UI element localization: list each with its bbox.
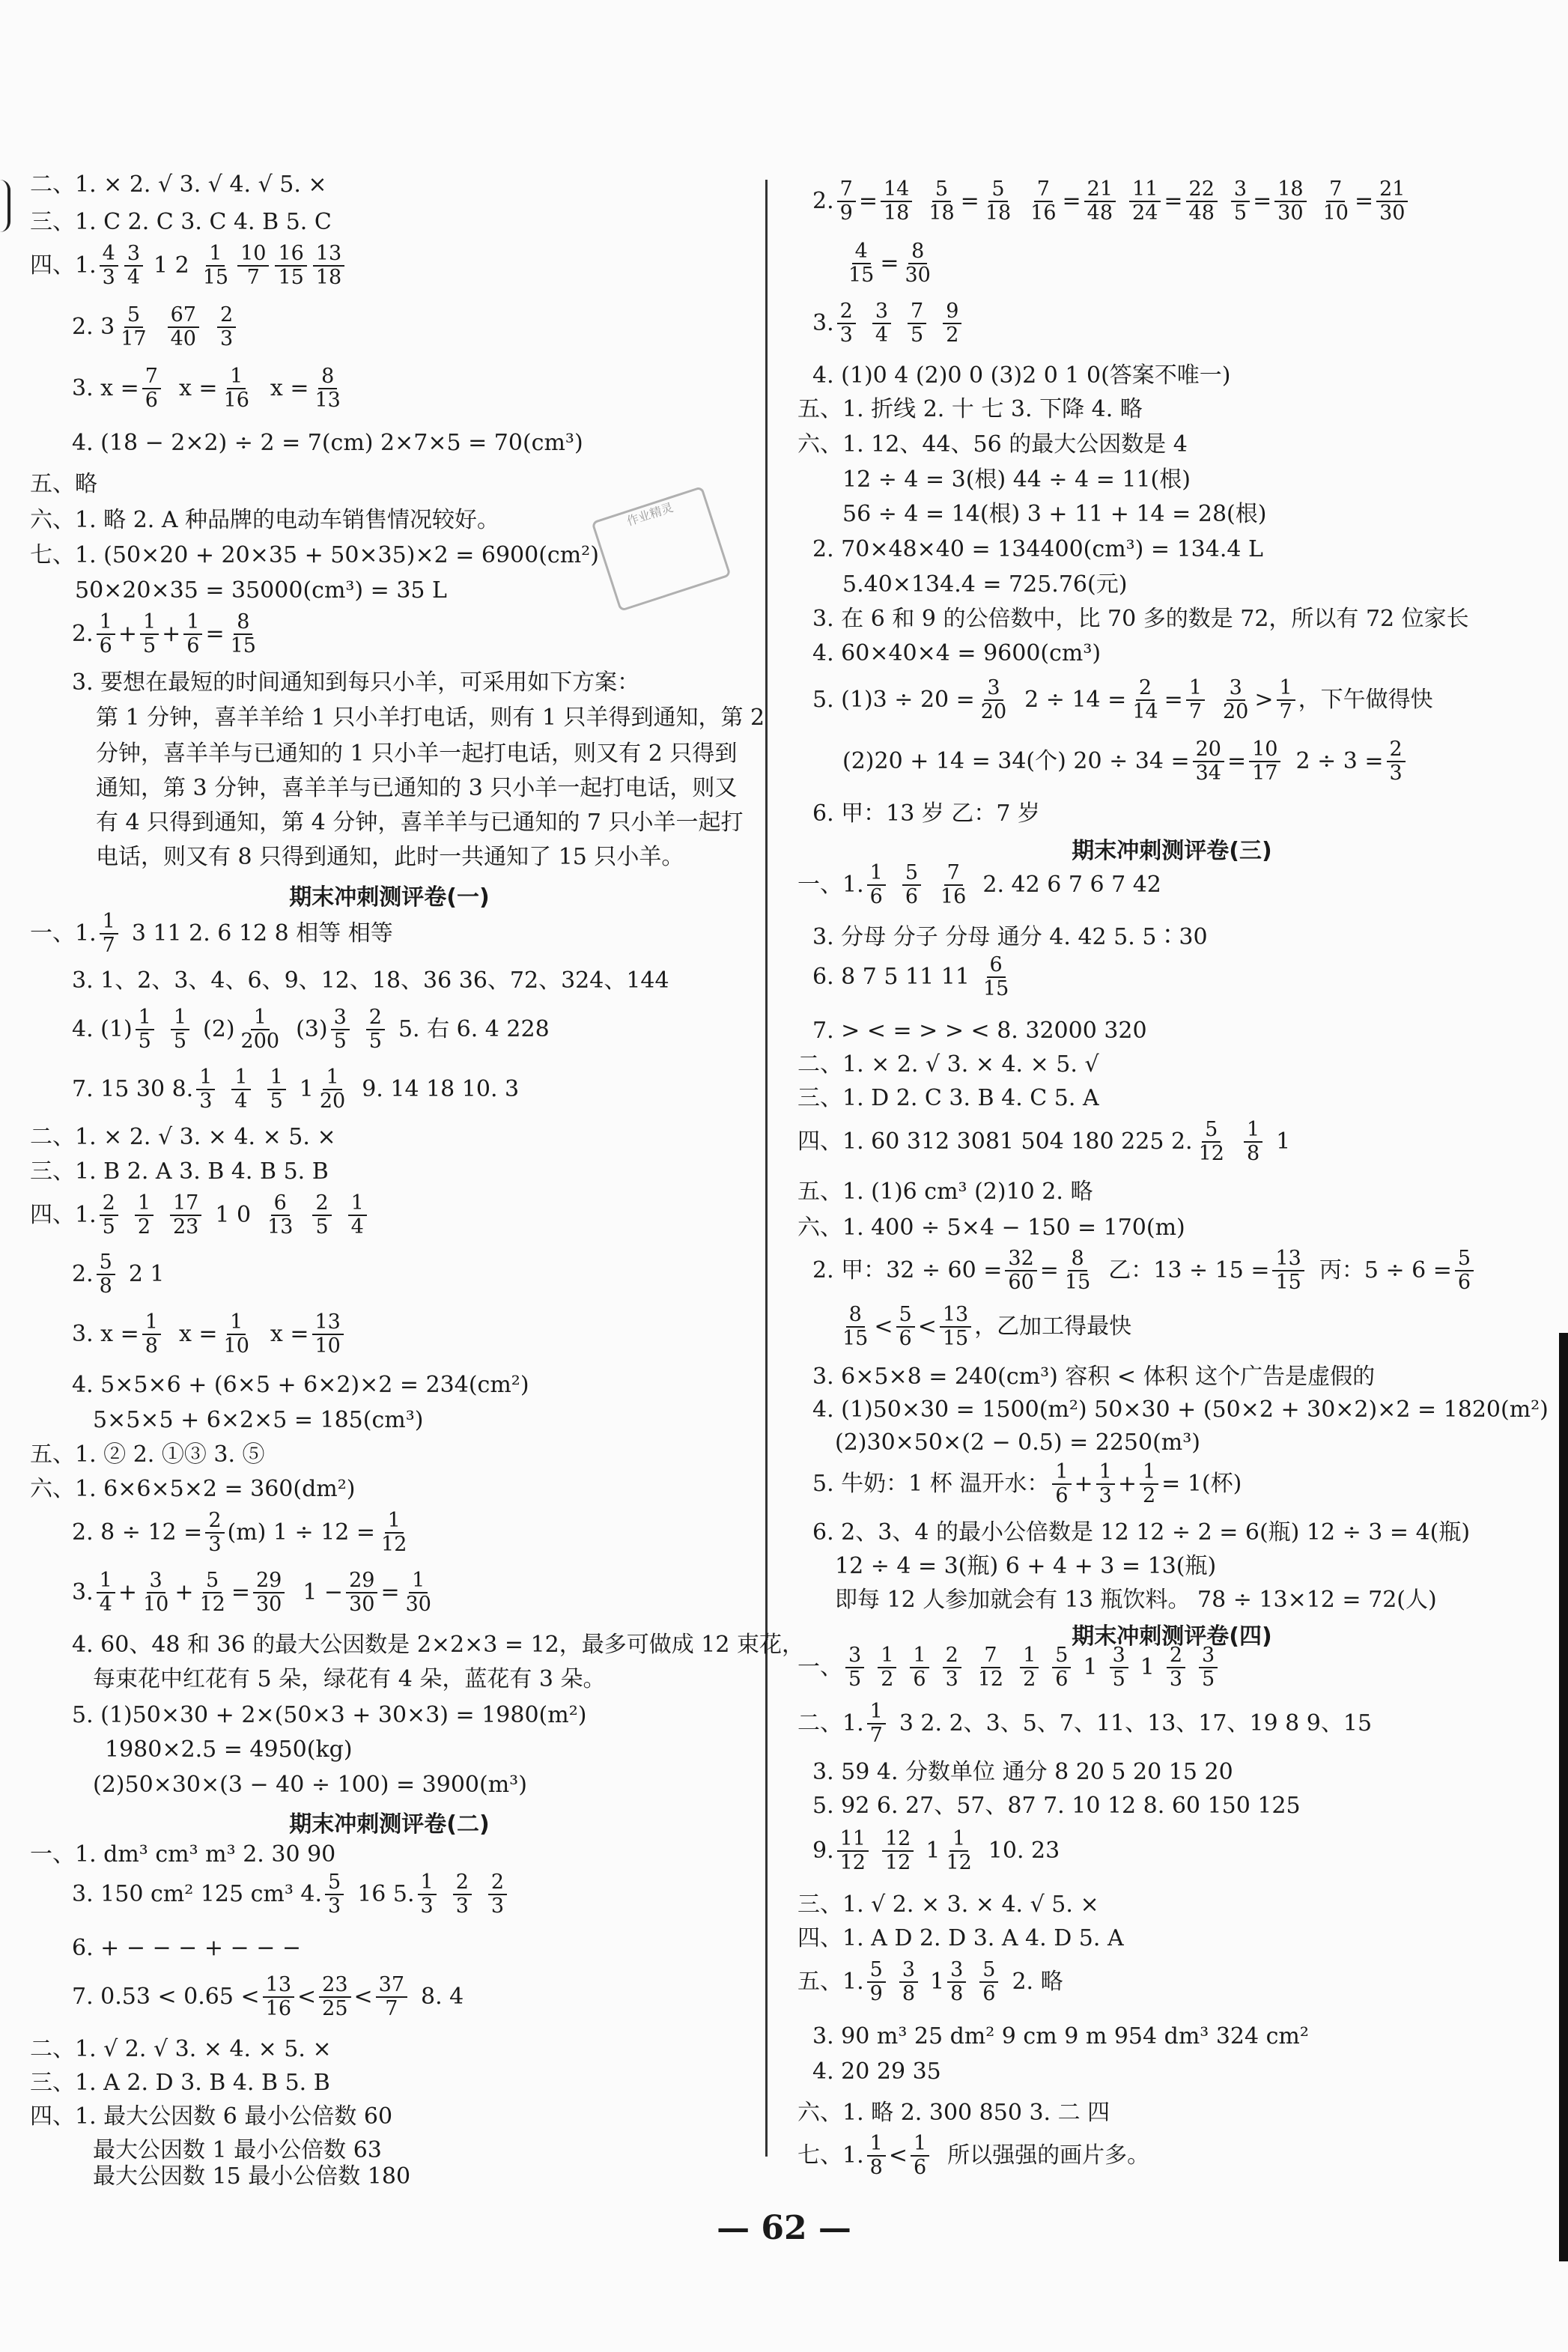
fraction: $\frac{2}{3}$ xyxy=(453,1871,472,1918)
answer-line xyxy=(72,303,239,350)
text: 1 xyxy=(930,1969,945,1995)
column-divider xyxy=(765,180,768,2157)
fraction: $\frac{2}{14}$ xyxy=(1132,676,1158,723)
text: 2. xyxy=(72,1261,94,1287)
section-title: 期末冲刺测评卷(四) xyxy=(1072,1623,1272,1650)
answer-line: 6. 2、3、4 的最小公倍数是 12 12 ÷ 2 = 6(瓶) 12 ÷ 3 = 4(瓶) xyxy=(812,1519,1471,1546)
fraction: $\frac{2}{3}$ xyxy=(1387,738,1406,785)
answer-line: (2)50×30×(3 − 40 ÷ 100) = 3900(m³) xyxy=(93,1772,527,1798)
fraction: $\frac{5}{3}$ xyxy=(325,1871,344,1918)
fraction: $\frac{7}{16}$ xyxy=(1030,177,1057,225)
answer-line: 六、1. 6×6×5×2 = 360(dm²) xyxy=(30,1476,356,1502)
fraction: $\frac{1}{5}$ xyxy=(267,1066,286,1113)
text: ，乙加工得最快 xyxy=(974,1313,1132,1340)
text: 3. 150 cm² 125 cm³ 4. xyxy=(72,1881,322,1907)
fraction: $\frac{3}{10}$ xyxy=(142,1569,169,1616)
answer-line: 六、1. 略 2. 300 850 3. 二 四 xyxy=(797,2100,1110,2126)
answer-line: 二、1. × 2. √ 3. √ 4. √ 5. × xyxy=(30,171,327,198)
fraction: $\frac{1}{2}$ xyxy=(1140,1461,1158,1507)
section-title: 期末冲刺测评卷(二) xyxy=(289,1811,490,1838)
fraction: $\frac{5}{6}$ xyxy=(1052,1644,1071,1691)
fraction: $\frac{7}{10}$ xyxy=(1322,177,1349,225)
text: 一、1. xyxy=(30,920,97,946)
fraction: $\frac{5}{12}$ xyxy=(199,1569,225,1616)
fraction: $\frac{17}{23}$ xyxy=(170,1192,201,1239)
fraction: $\frac{1}{12}$ xyxy=(381,1509,407,1556)
fraction: $\frac{2}{5}$ xyxy=(366,1006,385,1053)
text: 9. xyxy=(812,1838,834,1864)
answer-line xyxy=(72,1871,510,1918)
fraction: $\frac{11}{24}$ xyxy=(1129,178,1161,225)
answer-line: 最大公因数 1 最小公倍数 63 xyxy=(93,2137,382,2163)
text: 五、1. xyxy=(797,1969,864,1995)
fraction: $\frac{3}{8}$ xyxy=(899,1959,918,2005)
fraction: $\frac{1}{5}$ xyxy=(140,611,159,657)
fraction: $\frac{3}{5}$ xyxy=(1199,1644,1218,1691)
answer-line: 第 1 分钟，喜羊羊给 1 只小羊打电话，则有 1 只羊得到通知，第 2 xyxy=(96,705,765,731)
answer-line: 五、1. (1)6 cm³ (2)10 2. 略 xyxy=(797,1179,1093,1205)
text: (2) xyxy=(203,1016,235,1042)
fraction: $\frac{1}{7}$ xyxy=(1186,677,1205,723)
answer-line: $\frac{8}{15}$ < $\frac{5}{6}$ < $\frac{13}{15}$ ，乙加工得最快 xyxy=(836,1310,1131,1343)
answer-line: (2)30×50×(2 − 0.5) = 2250(m³) xyxy=(835,1429,1200,1456)
answer-line: 50×20×35 = 35000(cm³) = 35 L xyxy=(75,577,447,604)
fraction: $\frac{5}{6}$ xyxy=(1455,1248,1474,1294)
fraction: $\frac{3}{5}$ xyxy=(331,1006,350,1053)
fraction: $\frac{10}{17}$ xyxy=(1249,738,1280,785)
fraction: $\frac{22}{48}$ xyxy=(1186,178,1218,225)
text: 3 11 2. 6 12 8 相等 相等 xyxy=(131,920,393,946)
fraction: $\frac{1}{7}$ xyxy=(1277,677,1295,723)
fraction: $\frac{1}{2}$ xyxy=(1020,1644,1039,1691)
answer-line xyxy=(72,1066,520,1113)
binding-mark xyxy=(0,180,10,232)
answer-line xyxy=(812,953,1015,1000)
text: 四、1. xyxy=(30,252,97,279)
answer-line: 五、1. ② 2. ①③ 3. ⑤ xyxy=(30,1441,265,1468)
answer-line: $\frac{4}{15}$ = $\frac{8}{30}$ xyxy=(842,247,937,280)
text: 1 xyxy=(1083,1654,1098,1680)
fraction: $\frac{1}{6}$ xyxy=(97,611,115,657)
fraction: $\frac{1}{6}$ xyxy=(1052,1461,1071,1507)
text: 2. 3 xyxy=(72,314,115,340)
fraction: $\frac{11}{12}$ xyxy=(837,1828,869,1874)
answer-line: 三、1. √ 2. × 3. × 4. √ 5. × xyxy=(797,1891,1099,1918)
fraction: $\frac{5}{8}$ xyxy=(97,1251,115,1298)
text: 2. xyxy=(812,188,834,214)
answer-line xyxy=(30,910,393,957)
fraction: $\frac{8}{15}$ xyxy=(230,610,256,657)
text: (m) 1 ÷ 12 = xyxy=(227,1519,376,1546)
answer-line: 有 4 只得到通知，第 4 分钟，喜羊羊与已通知的 7 只小羊一起打 xyxy=(96,809,744,836)
answer-line: 四、1. A D 2. D 3. A 4. D 5. A xyxy=(797,1925,1124,1951)
text: 二、1. xyxy=(797,1710,864,1736)
text: 一、1. xyxy=(797,872,864,898)
text: 1 − xyxy=(303,1579,344,1605)
answer-line: 即每 12 人参加就会有 13 瓶饮料。 78 ÷ 13×12 = 72(人) xyxy=(835,1587,1437,1613)
fraction: $\frac{1}{6}$ xyxy=(910,1644,929,1691)
text: 8. 4 xyxy=(421,1984,464,2010)
answer-line: 六、1. 12、44、56 的最大公因数是 4 xyxy=(797,431,1188,458)
fraction: $\frac{16}{15}$ xyxy=(275,243,306,289)
text: 七、1. xyxy=(797,2142,864,2169)
answer-line: 3. 在 6 和 9 的公倍数中，比 70 多的数是 72，所以有 72 位家长 xyxy=(812,606,1469,632)
fraction: $\frac{1}{7}$ xyxy=(100,911,118,957)
text: 四、1. xyxy=(30,1202,97,1228)
text: 一、 xyxy=(797,1654,842,1680)
fraction: $\frac{13}{18}$ xyxy=(313,243,344,289)
fraction: $\frac{1}{20}$ xyxy=(319,1066,346,1113)
answer-line: 4. (1)50×30 = 1500(m²) 50×30 + (50×2 + 30×2)×2 = 1820(m²) xyxy=(812,1397,1549,1423)
fraction: $\frac{6}{13}$ xyxy=(267,1191,294,1239)
text: 2. 8 ÷ 12 = xyxy=(72,1519,203,1546)
section-title: 期末冲刺测评卷(一) xyxy=(289,884,490,911)
fraction: $\frac{1}{12}$ xyxy=(946,1827,972,1874)
answer-line: 4. 5×5×6 + (6×5 + 6×2)×2 = 234(cm²) xyxy=(72,1372,529,1398)
fraction: $\frac{1}{6}$ xyxy=(911,2133,929,2179)
answer-line: 12 ÷ 4 = 3(根) 44 ÷ 4 = 11(根) xyxy=(842,467,1191,493)
fraction: $\frac{12}{12}$ xyxy=(882,1828,914,1874)
watermark-text: 作业精灵 xyxy=(625,499,675,529)
text: 7. 15 30 8. xyxy=(72,1076,194,1102)
fraction: $\frac{7}{12}$ xyxy=(977,1644,1004,1691)
fraction: $\frac{14}{18}$ xyxy=(881,178,912,225)
fraction: $\frac{29}{30}$ xyxy=(346,1569,377,1616)
fraction: $\frac{1}{2}$ xyxy=(878,1644,896,1691)
fraction: $\frac{37}{7}$ xyxy=(376,1974,407,2020)
text: 3 2. 2、3、5、7、11、13、17、19 8 9、15 xyxy=(899,1710,1373,1736)
fraction: $\frac{13}{15}$ xyxy=(1272,1248,1304,1294)
text: 乙：13 ÷ 15 = xyxy=(1108,1257,1270,1283)
answer-line: 6. 甲：13 岁 乙：7 岁 xyxy=(812,800,1041,827)
answer-line: 一、1. dm³ cm³ m³ 2. 30 90 xyxy=(30,1841,336,1868)
text: 1 xyxy=(1140,1654,1155,1680)
answer-line: 7. > < = > > < 8. 32000 320 xyxy=(812,1018,1147,1044)
fraction: $\frac{7}{16}$ xyxy=(941,861,967,908)
text: x = xyxy=(178,375,218,401)
fraction: $\frac{20}{34}$ xyxy=(1193,738,1224,785)
fraction: $\frac{67}{40}$ xyxy=(168,304,199,350)
answer-line: 5.40×134.4 = 725.76(元) xyxy=(842,571,1128,598)
fraction: $\frac{5}{6}$ xyxy=(902,862,921,908)
answer-line xyxy=(812,1827,1060,1874)
text: 3. x = xyxy=(72,1321,139,1347)
fraction: $\frac{1}{200}$ xyxy=(240,1006,280,1053)
answer-line xyxy=(72,1251,165,1298)
answer-line: 三、1. D 2. C 3. B 4. C 5. A xyxy=(797,1085,1099,1111)
answer-line: 5. 牛奶：1 杯 温开水： $\frac{1}{6}$ + $\frac{1}{3}$ + $\frac{1}{2}$ = 1(杯) xyxy=(812,1460,1242,1507)
text: x = xyxy=(178,1321,218,1347)
fraction: $\frac{8}{30}$ xyxy=(905,240,931,287)
fraction: $\frac{1}{8}$ xyxy=(1244,1119,1262,1165)
fraction: $\frac{2}{3}$ xyxy=(943,1644,961,1691)
fraction: $\frac{1}{7}$ xyxy=(867,1701,886,1747)
answer-line: 通知，第 3 分钟，喜羊羊与已通知的 3 只小羊一起打电话，则又 xyxy=(96,775,738,801)
fraction: $\frac{5}{12}$ xyxy=(1198,1118,1224,1165)
answer-line: 3. 1、2、3、4、6、9、12、18、36 36、72、324、144 xyxy=(72,967,669,994)
text: 所以强强的画片多。 xyxy=(947,2142,1150,2169)
answer-line xyxy=(72,365,347,412)
fraction: $\frac{5}{6}$ xyxy=(896,1304,915,1350)
text: 2 ÷ 14 = xyxy=(1024,687,1127,713)
fraction: $\frac{1}{8}$ xyxy=(142,1311,161,1358)
fraction: $\frac{3}{20}$ xyxy=(980,676,1007,723)
answer-line xyxy=(72,1006,550,1053)
answer-line: 12 ÷ 4 = 3(瓶) 6 + 4 + 3 = 13(瓶) xyxy=(835,1553,1217,1579)
answer-line: 2. 甲：32 ÷ 60 = $\frac{32}{60}$ = $\frac{8}{15}$ 乙：13 ÷ 15 = $\frac{13}{15}$ 丙：5 ÷ 6 = $\frac{5}{6}$ xyxy=(812,1254,1477,1287)
fraction: $\frac{1}{4}$ xyxy=(97,1569,115,1616)
answer-line: 3. 要想在最短的时间通知到每只小羊，可采用如下方案： xyxy=(72,669,640,696)
answer-line: 4. (1)0 4 (2)0 0 (3)2 0 1 0(答案不唯一) xyxy=(812,362,1231,389)
answer-line: 5. 92 6. 27、57、87 7. 10 12 8. 60 150 125 xyxy=(812,1793,1301,1819)
fraction: $\frac{1}{5}$ xyxy=(136,1006,154,1053)
fraction: $\frac{1}{4}$ xyxy=(348,1192,367,1239)
fraction: $\frac{13}{15}$ xyxy=(940,1304,971,1350)
answer-line xyxy=(72,1310,347,1358)
fraction: $\frac{3}{4}$ xyxy=(124,243,143,289)
page-number: — 62 — xyxy=(717,2209,851,2247)
answer-line: 3. $\frac{1}{4}$ + $\frac{3}{10}$ + $\frac{5}{12}$ = $\frac{29}{30}$ 1 − $\frac{29}{30}$ = $\frac{1}{30}$ xyxy=(72,1576,437,1609)
fraction: $\frac{7}{9}$ xyxy=(837,178,856,225)
text: 7. 0.53 < 0.65 < xyxy=(72,1984,260,2010)
fraction: $\frac{5}{6}$ xyxy=(979,1959,998,2005)
fraction: $\frac{1}{8}$ xyxy=(867,2133,886,2179)
answer-line: 最大公因数 15 最小公倍数 180 xyxy=(93,2163,411,2190)
answer-line: 四、1. 最大公因数 6 最小公倍数 60 xyxy=(30,2103,393,2130)
answer-line xyxy=(797,1700,1373,1747)
text: 1 2 xyxy=(154,252,189,279)
text: 四、1. 60 312 3081 504 180 225 2. xyxy=(797,1128,1193,1155)
answer-line: 2. $\frac{7}{9}$ = $\frac{14}{18}$ $\frac{5}{18}$ = $\frac{5}{18}$ $\frac{7}{16}$ = $\frac{21}{48}$ $\frac{11}{24}$ = $\frac{22}{48}$ $\frac{3}{5}$ = $\frac{18}{30}$ $\frac{7}{10}$ = $\frac{21}{30}$ xyxy=(812,185,1411,218)
text: 16 5. xyxy=(357,1881,415,1907)
fraction: $\frac{1}{30}$ xyxy=(405,1569,431,1616)
fraction: $\frac{1}{16}$ xyxy=(223,365,249,412)
answer-line xyxy=(30,242,347,289)
answer-line: 4. 20 29 35 xyxy=(812,2058,941,2085)
fraction: $\frac{5}{18}$ xyxy=(985,177,1012,225)
text: 3. xyxy=(812,310,834,336)
text: 2. 甲：32 ÷ 60 = xyxy=(812,1257,1003,1283)
answer-line: 五、略 xyxy=(30,471,97,497)
text: 5. 右 6. 4 228 xyxy=(398,1016,550,1042)
fraction: $\frac{21}{48}$ xyxy=(1084,178,1116,225)
answer-line: 3. 59 4. 分数单位 通分 8 20 5 20 15 20 xyxy=(812,1759,1233,1785)
fraction: $\frac{1}{3}$ xyxy=(1096,1461,1115,1507)
answer-line: 4. 60、48 和 36 的最大公因数是 2×2×3 = 12，最多可做成 12 束花， xyxy=(72,1632,804,1658)
fraction: $\frac{8}{15}$ xyxy=(842,1303,869,1350)
fraction: $\frac{32}{60}$ xyxy=(1005,1248,1036,1294)
fraction: $\frac{2}{5}$ xyxy=(100,1192,118,1239)
fraction: $\frac{7}{6}$ xyxy=(142,365,161,412)
answer-line: 4. 60×40×4 = 9600(cm³) xyxy=(812,640,1101,666)
answer-line xyxy=(797,1118,1291,1165)
fraction: $\frac{13}{10}$ xyxy=(312,1311,344,1358)
answer-line: 5. (1)3 ÷ 20 = $\frac{3}{20}$ 2 ÷ 14 = $\frac{2}{14}$ = $\frac{1}{7}$ $\frac{3}{20}$ > $\frac{1}{7}$ ，下午做得快 xyxy=(812,676,1433,723)
fraction: $\frac{2}{3}$ xyxy=(488,1871,507,1918)
answer-line xyxy=(797,1644,1221,1691)
fraction: $\frac{4}{3}$ xyxy=(100,243,118,289)
fraction: $\frac{3}{5}$ xyxy=(1110,1644,1128,1691)
answer-line: 3. 6×5×8 = 240(cm³) 容积 < 体积 这个广告是虚假的 xyxy=(812,1364,1376,1390)
fraction: $\frac{7}{5}$ xyxy=(908,300,926,347)
fraction: $\frac{5}{17}$ xyxy=(121,303,147,350)
answer-line: 3. 分母 分子 分母 通分 4. 42 5. 5∶30 xyxy=(812,924,1208,950)
right-column xyxy=(797,168,1549,2179)
text: 2 1 xyxy=(128,1261,165,1287)
fraction: $\frac{2}{3}$ xyxy=(1167,1644,1185,1691)
answer-line: (2)20 + 14 = 34(个) 20 ÷ 34 = $\frac{20}{34}$ = $\frac{10}{17}$ 2 ÷ 3 = $\frac{2}{3}$ xyxy=(842,745,1409,778)
answer-line: 5×5×5 + 6×2×5 = 185(cm³) xyxy=(93,1407,424,1433)
text: 5. 牛奶：1 杯 温开水： xyxy=(812,1471,1050,1497)
fraction: $\frac{10}{7}$ xyxy=(237,243,269,289)
text: (2)20 + 14 = 34(个) 20 ÷ 34 = xyxy=(842,748,1190,774)
fraction: $\frac{21}{30}$ xyxy=(1376,178,1408,225)
text: x = xyxy=(270,1321,309,1347)
text: 4. (1) xyxy=(72,1016,133,1042)
fraction: $\frac{1}{6}$ xyxy=(867,862,886,908)
answer-line xyxy=(797,861,1161,908)
answer-line: 2. $\frac{1}{6}$ + $\frac{1}{5}$ + $\frac{1}{6}$ = $\frac{8}{15}$ xyxy=(72,618,262,651)
answer-line: 五、1. 折线 2. 十 七 3. 下降 4. 略 xyxy=(797,396,1143,422)
text: 2 ÷ 3 = xyxy=(1295,748,1384,774)
fraction: $\frac{1}{10}$ xyxy=(223,1310,249,1358)
answer-line: 7. 0.53 < 0.65 < $\frac{13}{16}$ < $\frac{23}{25}$ < $\frac{37}{7}$ 8. 4 xyxy=(72,1973,464,2020)
text: 3. x = xyxy=(72,375,139,401)
answer-line: 分钟，喜羊羊与已通知的 1 只小羊一起打电话，则又有 2 只得到 xyxy=(96,741,738,767)
text: 6. 8 7 5 11 11 xyxy=(812,964,970,990)
text: 2. xyxy=(72,621,94,647)
answer-line: 1980×2.5 = 4950(kg) xyxy=(105,1736,353,1763)
text: = 1(杯) xyxy=(1161,1471,1242,1497)
fraction: $\frac{5}{9}$ xyxy=(867,1959,886,2005)
answer-line: 3. 90 m³ 25 dm² 9 cm 9 m 954 dm³ 324 cm² xyxy=(812,2023,1309,2049)
answer-line: 六、1. 略 2. A 种品牌的电动车销售情况较好。 xyxy=(30,507,500,533)
text: 1 xyxy=(1276,1128,1291,1155)
text: ，下午做得快 xyxy=(1298,687,1433,713)
text: 1 0 xyxy=(215,1202,252,1228)
section-title: 期末冲刺测评卷(三) xyxy=(1072,838,1272,864)
fraction: $\frac{3}{5}$ xyxy=(1231,178,1250,225)
answer-line xyxy=(72,1509,413,1556)
answer-line: 六、1. 400 ÷ 5×4 − 150 = 170(m) xyxy=(797,1215,1185,1241)
answer-line: 电话，则又有 8 只得到通知，此时一共通知了 15 只小羊。 xyxy=(96,844,684,870)
fraction: $\frac{23}{25}$ xyxy=(319,1974,350,2020)
answer-line: 七、1. (50×20 + 20×35 + 50×35)×2 = 6900(cm²) xyxy=(30,542,599,568)
text: 3. xyxy=(72,1579,94,1605)
fraction: $\frac{6}{15}$ xyxy=(982,953,1009,1000)
answer-line: 二、1. × 2. √ 3. × 4. × 5. × xyxy=(30,1124,336,1150)
fraction: $\frac{29}{30}$ xyxy=(253,1569,285,1616)
fraction: $\frac{1}{5}$ xyxy=(171,1006,189,1053)
fraction: $\frac{1}{3}$ xyxy=(196,1066,215,1113)
text: 9. 14 18 10. 3 xyxy=(362,1076,520,1102)
answer-line: 二、1. × 2. √ 3. × 4. × 5. √ xyxy=(797,1051,1099,1078)
text: 丙：5 ÷ 6 = xyxy=(1319,1257,1452,1283)
fraction: $\frac{4}{15}$ xyxy=(848,240,875,287)
fraction: $\frac{2}{5}$ xyxy=(312,1192,331,1239)
fraction: $\frac{13}{16}$ xyxy=(263,1974,294,2020)
fraction: $\frac{2}{3}$ xyxy=(837,300,856,347)
answer-line: 6. + − − − + − − − xyxy=(72,1935,302,1961)
text: 2. 略 xyxy=(1012,1969,1063,1995)
answer-line: 三、1. B 2. A 3. B 4. B 5. B xyxy=(30,1158,329,1185)
answer-line: 三、1. A 2. D 3. B 4. B 5. B xyxy=(30,2070,330,2096)
answer-line xyxy=(812,300,964,347)
fraction: $\frac{3}{8}$ xyxy=(947,1959,966,2005)
left-column xyxy=(30,168,804,2163)
text: 1 xyxy=(926,1838,941,1864)
text: (3) xyxy=(296,1016,328,1042)
fraction: $\frac{18}{30}$ xyxy=(1274,178,1306,225)
answer-line: 56 ÷ 4 = 14(根) 3 + 11 + 14 = 28(根) xyxy=(842,501,1267,527)
fraction: $\frac{2}{3}$ xyxy=(205,1510,224,1556)
answer-line xyxy=(30,1191,370,1239)
text: 10. 23 xyxy=(988,1838,1060,1864)
fraction: $\frac{9}{2}$ xyxy=(943,300,961,347)
fraction: $\frac{1}{4}$ xyxy=(231,1066,250,1113)
text: 2. 42 6 7 6 7 42 xyxy=(982,872,1161,898)
fraction: $\frac{1}{6}$ xyxy=(183,611,202,657)
answer-line: 七、1. $\frac{1}{8}$ < $\frac{1}{6}$ 所以强强的画片多。 xyxy=(797,2132,1150,2179)
answer-line: 4. (18 − 2×2) ÷ 2 = 7(cm) 2×7×5 = 70(cm³) xyxy=(72,430,583,456)
fraction: $\frac{5}{18}$ xyxy=(929,177,955,225)
answer-line: 三、1. C 2. C 3. C 4. B 5. C xyxy=(30,209,332,235)
fraction: $\frac{1}{2}$ xyxy=(135,1192,154,1239)
answer-line: 5. (1)50×30 + 2×(50×3 + 30×3) = 1980(m²) xyxy=(72,1702,587,1728)
text: 5. (1)3 ÷ 20 = xyxy=(812,687,975,713)
fraction: $\frac{3}{20}$ xyxy=(1223,676,1249,723)
fraction: $\frac{8}{15}$ xyxy=(1064,1247,1091,1294)
page-edge-bar xyxy=(1559,1333,1568,2261)
text: x = xyxy=(270,375,309,401)
answer-line: 每束花中红花有 5 朵，绿花有 4 朵，蓝花有 3 朵。 xyxy=(93,1666,606,1692)
answer-line: 二、1. √ 2. √ 3. × 4. × 5. × xyxy=(30,2036,332,2062)
fraction: $\frac{3}{5}$ xyxy=(845,1644,864,1691)
fraction: $\frac{8}{13}$ xyxy=(314,365,341,412)
answer-line xyxy=(797,1958,1063,2005)
fraction: $\frac{3}{4}$ xyxy=(872,300,891,347)
answer-line: 2. 70×48×40 = 134400(cm³) = 134.4 L xyxy=(812,536,1263,562)
fraction: $\frac{1}{15}$ xyxy=(202,242,229,289)
text: 1 xyxy=(299,1076,314,1102)
fraction: $\frac{1}{3}$ xyxy=(418,1871,437,1918)
fraction: $\frac{2}{3}$ xyxy=(217,304,236,350)
